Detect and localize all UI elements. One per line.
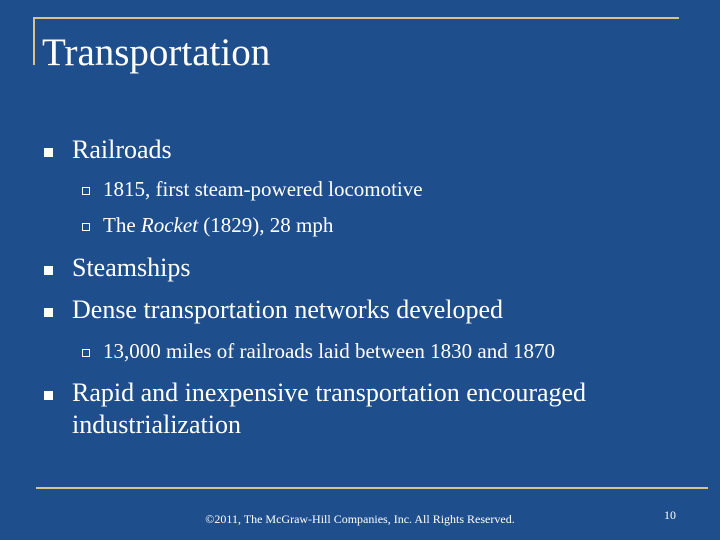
hollow-square-bullet-icon [82, 187, 90, 195]
sub-bullet-rocket [103, 212, 333, 238]
page-number: 10 [664, 508, 676, 522]
hollow-square-bullet-icon [82, 349, 90, 357]
sub-bullet-label: 1815, first steam-powered locomotive [103, 177, 423, 201]
sub-bullet-first-locomotive [103, 176, 423, 202]
title-rule-horizontal [33, 17, 679, 19]
square-bullet-icon [44, 266, 53, 275]
title-rule-vertical [33, 17, 35, 65]
bullet-label: Rapid and inexpensive transportation encouraged industrialization [72, 378, 587, 439]
bullet-dense-networks [72, 294, 692, 326]
bullet-label: Dense transportation networks developed [72, 295, 504, 324]
sub-bullet-label-italic: Rocket [140, 213, 199, 237]
footer-rule [36, 487, 708, 489]
sub-bullet-label: 13,000 miles of railroads laid between 1830 and 1870 [103, 339, 555, 363]
bullet-railroads [72, 134, 692, 166]
square-bullet-icon [44, 308, 53, 317]
bullet-label: Steamships [72, 253, 191, 282]
copyright-footer: ©2011, The McGraw-Hill Companies, Inc. All Rights Reserved. [205, 512, 515, 526]
sub-bullet-railroad-miles [103, 338, 555, 364]
bullet-steamships [72, 252, 692, 284]
sub-bullet-label-prefix: The [103, 213, 141, 237]
sub-bullet-label-suffix: (1829), 28 mph [198, 213, 334, 237]
bullet-rapid-transportation [72, 377, 692, 441]
square-bullet-icon [44, 148, 53, 157]
bullet-label: Railroads [72, 135, 172, 164]
square-bullet-icon [44, 391, 53, 400]
hollow-square-bullet-icon [82, 223, 90, 231]
slide-title: Transportation [42, 31, 271, 74]
